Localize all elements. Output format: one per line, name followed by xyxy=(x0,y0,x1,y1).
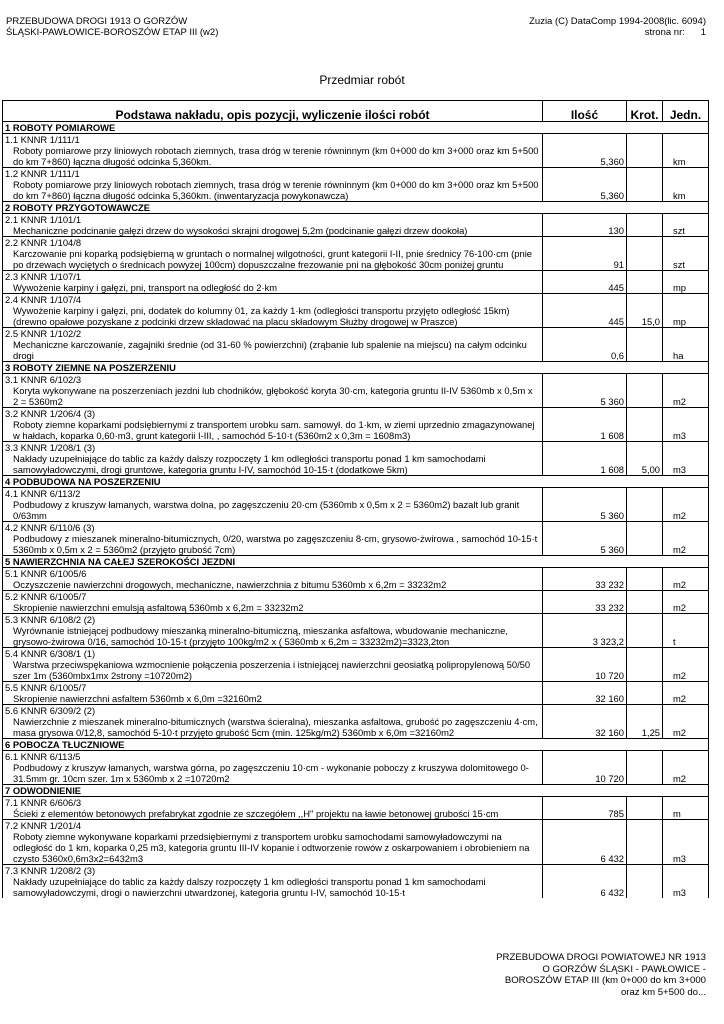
item-unit: mp xyxy=(663,305,709,328)
item-quantity: 445 xyxy=(543,282,627,294)
item-code-row xyxy=(3,214,709,226)
item-description-row xyxy=(3,145,709,168)
item-code-unit-cell xyxy=(663,408,709,420)
item-unit: szt xyxy=(663,248,709,271)
header-project-line1: PRZEBUDOWA DROGI 1913 O GORZÓW xyxy=(6,16,188,27)
item-unit: m2 xyxy=(663,762,709,785)
bill-of-quantities-table xyxy=(2,100,709,898)
item-description: Podbudowy z kruszyw łamanych, warstwa górna, po zagęszczeniu 10·cm - wykonanie poboczy z kruszywa dolomitowego 0-31.5mm gr. 10cm szer. 1m x 5360mb x 2 =10720m2 xyxy=(3,762,543,785)
column-header-multiplier: Krot. xyxy=(627,101,663,122)
item-multiplier xyxy=(627,179,663,202)
item-multiplier xyxy=(627,248,663,271)
item-quantity: 32 160 xyxy=(543,716,627,739)
item-code-krot-cell xyxy=(627,820,663,832)
header-project-line2: ŚLĄSKI-PAWŁOWICE-BOROSZÓW ETAP III (w2) xyxy=(6,27,219,38)
item-description-row xyxy=(3,419,709,442)
item-code-row xyxy=(3,820,709,832)
item-quantity: 10 720 xyxy=(543,659,627,682)
item-multiplier xyxy=(627,659,663,682)
item-code-krot-cell xyxy=(627,591,663,603)
item-multiplier: 15,0 xyxy=(627,305,663,328)
item-code-qty-cell xyxy=(543,374,627,386)
footer-line4: oraz km 5+500 do... xyxy=(620,986,706,998)
item-code: 5.1 KNNR 6/1005/6 xyxy=(3,568,543,580)
item-code-krot-cell xyxy=(627,705,663,717)
item-description-row xyxy=(3,625,709,648)
item-description: Warstwa przeciwspękaniowa wzmocnienie połączenia poszerzenia i istniejącej nawierzchni geosiatką polipropylenową 50/50 szer 1m (5360mbx1mx 2strony =10720m2) xyxy=(3,659,543,682)
item-code-krot-cell xyxy=(627,328,663,340)
item-description: Roboty ziemne wykonywane koparkami przedsiębiernymi z transportem urobku samochodami samowyładowczymi na odległość do 1 km, koparka 0,25 m3, kategoria gruntu III-IV kopanie i odtworzenie rowów z oskarpowaniem i obrobieniem na czysto 5360x0,6m3x2=6432m3 xyxy=(3,831,543,865)
header-page-number: strona nr: 1 xyxy=(644,27,706,38)
item-multiplier xyxy=(627,602,663,614)
item-code-row xyxy=(3,442,709,454)
item-description: Wyrównanie istniejącej podbudowy mieszanką mineralno-bitumiczną, mieszanka asfaltowa, wbudowanie mechaniczne, grysowo-żwirowa 0/16, samochód 10-15·t (przyjęto 100kg/m2 x ( 5360mb x 6,2m = 33232m2)=3323,2ton xyxy=(3,625,543,648)
document-header-right xyxy=(529,16,706,38)
item-description: Roboty ziemne koparkami podsiębiernymi z transportem urobku sam. samowył. do 1·km, w ziemi uprzednio zmagazynowanej w hałdach, koparka 0,60·m3, grunt kategorii I-III, , samochód 5-10·t (5360m2 x 0,3m = 1608m3) xyxy=(3,419,543,442)
item-multiplier xyxy=(627,625,663,648)
item-code-row xyxy=(3,408,709,420)
item-code-unit-cell xyxy=(663,751,709,763)
item-multiplier xyxy=(627,145,663,168)
item-description-row xyxy=(3,693,709,705)
item-code-qty-cell xyxy=(543,408,627,420)
item-description-row xyxy=(3,305,709,328)
item-code: 4.1 KNNR 6/113/2 xyxy=(3,488,543,500)
item-quantity: 33 232 xyxy=(543,579,627,591)
item-code-qty-cell xyxy=(543,751,627,763)
item-code-row xyxy=(3,134,709,146)
item-quantity: 130 xyxy=(543,225,627,237)
item-code-qty-cell xyxy=(543,294,627,306)
item-code-qty-cell xyxy=(543,865,627,877)
section-header-row xyxy=(3,556,709,568)
item-description: Koryta wykonywane na poszerzeniach jezdni lub chodników, głębokość koryta 30·cm, kategoria gruntu II-IV 5360mb x 0,5m x 2 = 5360m2 xyxy=(3,385,543,408)
item-code-unit-cell xyxy=(663,442,709,454)
item-unit: m3 xyxy=(663,419,709,442)
item-code-krot-cell xyxy=(627,865,663,877)
item-quantity: 5,360 xyxy=(543,145,627,168)
section-header-row xyxy=(3,362,709,374)
section-title: 5 NAWIERZCHNIA NA CAŁEJ SZEROKOŚCI JEZDNI xyxy=(3,556,709,568)
item-code: 4.2 KNNR 6/110/6 (3) xyxy=(3,522,543,534)
item-multiplier xyxy=(627,282,663,294)
item-code-qty-cell xyxy=(543,820,627,832)
item-code-krot-cell xyxy=(627,682,663,694)
item-code-row xyxy=(3,705,709,717)
item-description: Wywożenie karpiny i gałęzi, pni, dodatek do kolumny 01, za każdy 1·km (odległości transportu przyjęto odległość 15km) (drewno opałowe pozyskane z podcinki drzew składować na placu składowym Służby drogowej w Praszce) xyxy=(3,305,543,328)
item-description: Wywożenie karpiny i gałęzi, pni, transport na odległość do 2·km xyxy=(3,282,543,294)
item-code-row xyxy=(3,797,709,809)
item-code-row xyxy=(3,271,709,283)
item-code-krot-cell xyxy=(627,294,663,306)
section-header-row xyxy=(3,739,709,751)
item-quantity: 5 360 xyxy=(543,533,627,556)
item-description: Nakłady uzupełniające do tablic za każdy dalszy rozpoczęty 1 km odległości transportu ponad 1 km samochodami samowyładowczymi, drogi o nawierzchni utwardzonej, kategoria gruntu I-IV, samochód 10-15·t xyxy=(3,876,543,898)
item-description: Karczowanie pni koparką podsiębierną w gruntach o normalnej wilgotności, grunt kategorii I-II, pnie średnicy 76-100·cm (pnie po drzewach wyciętych o średnicach powyżej 100cm) dopuszczalne frezowanie pni na głębokość 30cm poniżej gruntu xyxy=(3,248,543,271)
item-description-row xyxy=(3,499,709,522)
item-description-row xyxy=(3,716,709,739)
item-code: 7.3 KNNR 1/208/2 (3) xyxy=(3,865,543,877)
item-code-unit-cell xyxy=(663,522,709,534)
item-description-row xyxy=(3,179,709,202)
item-code-unit-cell xyxy=(663,682,709,694)
item-description-row xyxy=(3,579,709,591)
item-code-qty-cell xyxy=(543,134,627,146)
footer-line1: PRZEBUDOWA DROGI POWIATOWEJ NR 1913 xyxy=(496,952,706,963)
item-code-krot-cell xyxy=(627,797,663,809)
item-unit: m2 xyxy=(663,385,709,408)
item-description: Nakłady uzupełniające do tablic za każdy dalszy rozpoczęty 1 km odległości transportu ponad 1 km samochodami samowyładowczymi, drogi gruntowe, kategoria gruntu I-IV, samochód 10-15·t (dodatkowe 5km) xyxy=(3,453,543,476)
item-multiplier xyxy=(627,385,663,408)
item-code-unit-cell xyxy=(663,865,709,877)
item-quantity: 3 323,2 xyxy=(543,625,627,648)
item-code-qty-cell xyxy=(543,442,627,454)
document-footer xyxy=(446,952,706,998)
item-multiplier xyxy=(627,339,663,362)
item-code: 1.2 KNNR 1/111/1 xyxy=(3,168,543,180)
item-description: Mechaniczne karczowanie, zagajniki średnie (od 31-60 % powierzchni) (zrąbanie lub spalenie na miejscu) na całym odcinku drogi xyxy=(3,339,543,362)
section-title: 2 ROBOTY PRZYGOTOWAWCZE xyxy=(3,202,709,214)
item-multiplier xyxy=(627,876,663,898)
item-code-unit-cell xyxy=(663,214,709,226)
item-code-krot-cell xyxy=(627,648,663,660)
item-unit: m2 xyxy=(663,693,709,705)
item-code-row xyxy=(3,168,709,180)
item-quantity: 5 360 xyxy=(543,385,627,408)
item-description: Mechaniczne podcinanie gałęzi drzew do wysokości skrajni drogowej 5,2m (podcinanie gałęzi drzew dookoła) xyxy=(3,225,543,237)
column-header-description: Podstawa nakładu, opis pozycji, wyliczenie ilości robót xyxy=(3,101,543,122)
item-code-unit-cell xyxy=(663,237,709,249)
item-description-row xyxy=(3,831,709,865)
item-unit: m xyxy=(663,808,709,820)
item-code-unit-cell xyxy=(663,328,709,340)
item-code: 5.4 KNNR 6/308/1 (1) xyxy=(3,648,543,660)
item-description: Nawierzchnie z mieszanek mineralno-bitumicznych (warstwa ścieralna), mieszanka asfaltowa, grubość po zagęszczeniu 4·cm, masa grysowa 0/12,8, samochód 5-10·t przyjęto grubość 5cm (min. 125kg/m2) 5360mb x 6,0m =32160m2 xyxy=(3,716,543,739)
item-quantity: 1 608 xyxy=(543,419,627,442)
item-code-krot-cell xyxy=(627,271,663,283)
item-code: 3.2 KNNR 1/206/4 (3) xyxy=(3,408,543,420)
section-title: 4 PODBUDOWA NA POSZERZENIU xyxy=(3,476,709,488)
item-description-row xyxy=(3,876,709,898)
item-code: 3.3 KNNR 1/208/1 (3) xyxy=(3,442,543,454)
section-title: 1 ROBOTY POMIAROWE xyxy=(3,122,709,134)
item-quantity: 91 xyxy=(543,248,627,271)
item-code-qty-cell xyxy=(543,237,627,249)
item-unit: mp xyxy=(663,282,709,294)
item-code-row xyxy=(3,648,709,660)
item-code-row xyxy=(3,522,709,534)
section-title: 3 ROBOTY ZIEMNE NA POSZERZENIU xyxy=(3,362,709,374)
item-code-unit-cell xyxy=(663,820,709,832)
item-multiplier xyxy=(627,419,663,442)
item-code-unit-cell xyxy=(663,648,709,660)
item-code-qty-cell xyxy=(543,168,627,180)
item-code-qty-cell xyxy=(543,705,627,717)
item-quantity: 33 232 xyxy=(543,602,627,614)
section-header-row xyxy=(3,122,709,134)
item-unit: m2 xyxy=(663,533,709,556)
item-code-krot-cell xyxy=(627,168,663,180)
item-code-krot-cell xyxy=(627,408,663,420)
item-code: 2.4 KNNR 1/107/4 xyxy=(3,294,543,306)
item-code-qty-cell xyxy=(543,591,627,603)
item-code: 3.1 KNNR 6/102/3 xyxy=(3,374,543,386)
item-code-unit-cell xyxy=(663,614,709,626)
item-multiplier xyxy=(627,762,663,785)
item-code-unit-cell xyxy=(663,374,709,386)
item-code: 2.1 KNNR 1/101/1 xyxy=(3,214,543,226)
item-description: Roboty pomiarowe przy liniowych robotach ziemnych, trasa dróg w terenie równinnym (km 0+000 do km 3+000 oraz km 5+500 do km 7+860) łączna długość odcinka 5,360km. (inwentaryzacja powykonawcza) xyxy=(3,179,543,202)
item-description: Podbudowy z mieszanek mineralno-bitumicznych, 0/20, warstwa po zagęszczeniu 8·cm, grysowo-żwirowa , samochód 10-15·t 5360mb x 0,5m x 2 = 5360m2 (przyjęto grubość 7cm) xyxy=(3,533,543,556)
item-code-krot-cell xyxy=(627,214,663,226)
item-description: Roboty pomiarowe przy liniowych robotach ziemnych, trasa dróg w terenie równinnym (km 0+000 do km 3+000 oraz km 5+500 do km 7+860) łączna długość odcinka 5,360km. xyxy=(3,145,543,168)
item-description-row xyxy=(3,808,709,820)
item-code-qty-cell xyxy=(543,797,627,809)
item-code-row xyxy=(3,865,709,877)
item-code-row xyxy=(3,682,709,694)
item-description-row xyxy=(3,339,709,362)
item-description-row xyxy=(3,762,709,785)
item-description-row xyxy=(3,453,709,476)
item-code: 1.1 KNNR 1/111/1 xyxy=(3,134,543,146)
item-code: 5.2 KNNR 6/1005/7 xyxy=(3,591,543,603)
item-code-qty-cell xyxy=(543,488,627,500)
document-title: Przedmiar robót xyxy=(319,73,405,87)
item-unit: szt xyxy=(663,225,709,237)
item-code-krot-cell xyxy=(627,488,663,500)
item-multiplier xyxy=(627,225,663,237)
document-header-left xyxy=(6,16,218,38)
item-description-row xyxy=(3,282,709,294)
item-quantity: 10 720 xyxy=(543,762,627,785)
item-description-row xyxy=(3,225,709,237)
item-code-krot-cell xyxy=(627,751,663,763)
item-unit: m2 xyxy=(663,716,709,739)
item-code-qty-cell xyxy=(543,214,627,226)
item-code-row xyxy=(3,328,709,340)
item-quantity: 32 160 xyxy=(543,693,627,705)
section-header-row xyxy=(3,785,709,797)
item-code-unit-cell xyxy=(663,705,709,717)
item-code-row xyxy=(3,488,709,500)
item-description-row xyxy=(3,248,709,271)
item-quantity: 6 432 xyxy=(543,876,627,898)
item-code-row xyxy=(3,294,709,306)
item-quantity: 1 608 xyxy=(543,453,627,476)
item-code: 2.2 KNNR 1/104/8 xyxy=(3,237,543,249)
section-header-row xyxy=(3,476,709,488)
item-multiplier xyxy=(627,693,663,705)
section-header-row xyxy=(3,202,709,214)
item-code-unit-cell xyxy=(663,797,709,809)
item-code: 6.1 KNNR 6/113/5 xyxy=(3,751,543,763)
item-code-unit-cell xyxy=(663,271,709,283)
item-description-row xyxy=(3,602,709,614)
item-unit: m2 xyxy=(663,659,709,682)
item-code-krot-cell xyxy=(627,237,663,249)
item-multiplier: 1,25 xyxy=(627,716,663,739)
item-code-row xyxy=(3,614,709,626)
item-code-krot-cell xyxy=(627,442,663,454)
column-header-unit: Jedn. xyxy=(663,101,709,122)
item-multiplier xyxy=(627,808,663,820)
item-unit: m2 xyxy=(663,579,709,591)
item-quantity: 5 360 xyxy=(543,499,627,522)
item-unit: m3 xyxy=(663,876,709,898)
item-unit: m2 xyxy=(663,602,709,614)
item-code: 7.1 KNNR 6/606/3 xyxy=(3,797,543,809)
item-code-krot-cell xyxy=(627,374,663,386)
item-multiplier xyxy=(627,533,663,556)
table-body xyxy=(3,122,709,899)
item-code-qty-cell xyxy=(543,568,627,580)
item-unit: t xyxy=(663,625,709,648)
item-code: 2.3 KNNR 1/107/1 xyxy=(3,271,543,283)
item-code-unit-cell xyxy=(663,568,709,580)
item-code: 5.3 KNNR 6/108/2 (2) xyxy=(3,614,543,626)
item-description: Podbudowy z kruszyw łamanych, warstwa dolna, po zagęszczeniu 20·cm (5360mb x 0,5m x 2 = 5360m2) bazalt lub granit 0/63mm xyxy=(3,499,543,522)
item-description: Skropienie nawierzchni asfaltem 5360mb x 6,0m =32160m2 xyxy=(3,693,543,705)
item-code-unit-cell xyxy=(663,134,709,146)
item-code-qty-cell xyxy=(543,271,627,283)
header-software-info: Zuzia (C) DataComp 1994-2008(lic. 6094) xyxy=(529,16,706,27)
footer-line2: O GORZÓW ŚLĄSKI - PAWŁOWICE - xyxy=(542,963,706,975)
item-code: 2.5 KNNR 1/102/2 xyxy=(3,328,543,340)
item-description-row xyxy=(3,659,709,682)
item-description: Ścieki z elementów betonowych prefabrykat zgodnie ze szczegółem ,,H" projektu na ławie betonowej grubości 15·cm xyxy=(3,808,543,820)
item-unit: m3 xyxy=(663,831,709,865)
item-code-row xyxy=(3,568,709,580)
item-unit: km xyxy=(663,145,709,168)
footer-line3: BOROSZÓW ETAP III (km 0+000 do km 3+000 xyxy=(504,975,706,986)
item-code: 5.6 KNNR 6/309/2 (2) xyxy=(3,705,543,717)
item-code: 7.2 KNNR 1/201/4 xyxy=(3,820,543,832)
item-quantity: 445 xyxy=(543,305,627,328)
item-code-row xyxy=(3,374,709,386)
item-multiplier xyxy=(627,831,663,865)
item-unit: km xyxy=(663,179,709,202)
item-code-qty-cell xyxy=(543,328,627,340)
item-multiplier xyxy=(627,579,663,591)
item-code-row xyxy=(3,237,709,249)
item-code-qty-cell xyxy=(543,522,627,534)
item-code-krot-cell xyxy=(627,614,663,626)
item-code-row xyxy=(3,751,709,763)
item-code-krot-cell xyxy=(627,134,663,146)
item-code-unit-cell xyxy=(663,591,709,603)
item-quantity: 6 432 xyxy=(543,831,627,865)
item-unit: m2 xyxy=(663,499,709,522)
item-quantity: 785 xyxy=(543,808,627,820)
item-code-unit-cell xyxy=(663,294,709,306)
item-code-qty-cell xyxy=(543,648,627,660)
column-header-quantity: Ilość xyxy=(543,101,627,122)
item-quantity: 0,6 xyxy=(543,339,627,362)
section-title: 7 ODWODNIENIE xyxy=(3,785,709,797)
item-description-row xyxy=(3,533,709,556)
item-code: 5.5 KNNR 6/1005/7 xyxy=(3,682,543,694)
item-quantity: 5,360 xyxy=(543,179,627,202)
item-description-row xyxy=(3,385,709,408)
item-multiplier: 5,00 xyxy=(627,453,663,476)
item-description: Skropienie nawierzchni emulsją asfaltową 5360mb x 6,2m = 33232m2 xyxy=(3,602,543,614)
item-multiplier xyxy=(627,499,663,522)
item-unit: ha xyxy=(663,339,709,362)
item-description: Oczyszczenie nawierzchni drogowych, mechaniczne, nawierzchnia z bitumu 5360mb x 6,2m = 33232m2 xyxy=(3,579,543,591)
table-header-row xyxy=(3,101,709,122)
section-title: 6 POBOCZA TŁUCZNIOWE xyxy=(3,739,709,751)
item-code-unit-cell xyxy=(663,168,709,180)
item-code-row xyxy=(3,591,709,603)
item-code-krot-cell xyxy=(627,522,663,534)
item-code-qty-cell xyxy=(543,682,627,694)
item-code-qty-cell xyxy=(543,614,627,626)
item-unit: m3 xyxy=(663,453,709,476)
item-code-krot-cell xyxy=(627,568,663,580)
item-code-unit-cell xyxy=(663,488,709,500)
